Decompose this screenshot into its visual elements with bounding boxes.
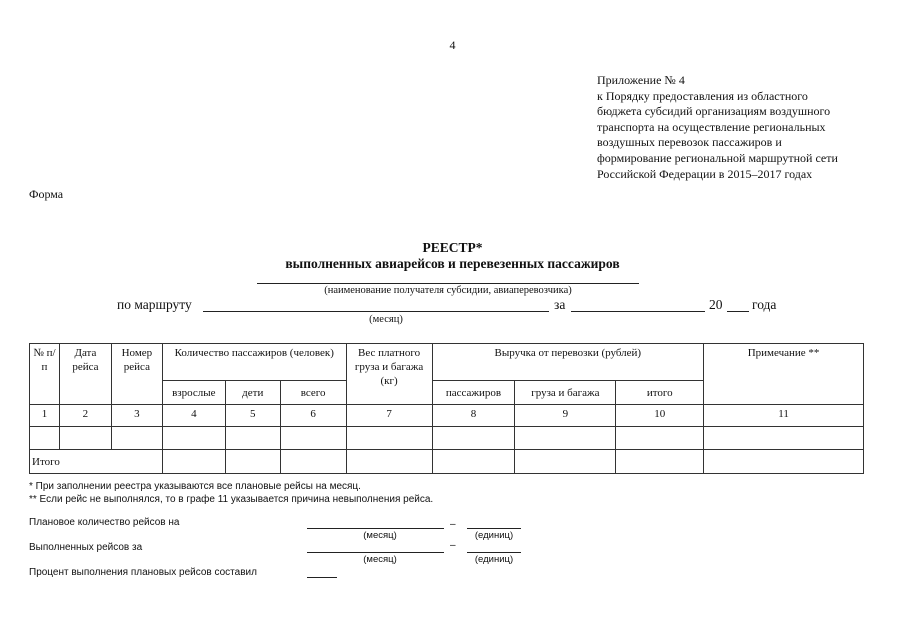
table-cell[interactable] — [432, 427, 515, 450]
table-cell[interactable] — [59, 427, 111, 450]
col-number: 1 — [30, 405, 60, 427]
table-cell[interactable] — [616, 450, 704, 474]
total-row — [30, 450, 864, 474]
table-cell[interactable] — [280, 427, 346, 450]
page-number: 4 — [449, 38, 456, 52]
header-children: дети — [225, 381, 280, 405]
percent-label: Процент выполнения плановых рейсов составил — [29, 567, 257, 578]
table-cell[interactable] — [30, 427, 60, 450]
col-number: 7 — [346, 405, 432, 427]
table-cell[interactable] — [432, 450, 515, 474]
table-cell[interactable] — [515, 427, 616, 450]
registry-table — [29, 343, 864, 474]
header-total: всего — [280, 381, 346, 405]
year-suffix: года — [752, 297, 777, 312]
col-number: 2 — [59, 405, 111, 427]
month-caption: (месяц) — [369, 314, 403, 325]
table-cell[interactable] — [346, 427, 432, 450]
table-cell[interactable] — [515, 450, 616, 474]
footnote: ** Если рейс не выполнялся, то в графе 11 указывается причина невыполнения рейса. — [29, 494, 434, 505]
header-weight: Вес платного груза и багажа (кг) — [346, 344, 432, 405]
table-cell[interactable] — [704, 450, 864, 474]
header-rev-cargo: груза и багажа — [515, 381, 616, 405]
appendix-block — [597, 73, 897, 182]
col-number: 5 — [225, 405, 280, 427]
table-cell[interactable] — [704, 427, 864, 450]
total-label: Итого — [30, 450, 163, 474]
header-rev-total: итого — [616, 381, 704, 405]
appendix-line: Российской Федерации в 2015–2017 годах — [597, 166, 813, 181]
year-line[interactable] — [727, 311, 749, 312]
appendix-line: транспорта на осуществление региональных — [597, 119, 826, 134]
route-line[interactable] — [203, 311, 549, 312]
col-number: 8 — [432, 405, 515, 427]
table-cell[interactable] — [162, 450, 225, 474]
appendix-line: Приложение № 4 — [597, 73, 685, 87]
planned-dash: – — [450, 519, 456, 530]
planned-units-caption: (единиц) — [474, 530, 514, 541]
table-cell[interactable] — [225, 427, 280, 450]
completed-dash: – — [450, 540, 456, 551]
percent-line[interactable] — [307, 577, 337, 578]
header-adults: взрослые — [162, 381, 225, 405]
appendix-line: воздушных перевозок пассажиров и — [597, 135, 782, 150]
year-prefix: 20 — [709, 297, 723, 312]
table-cell[interactable] — [162, 427, 225, 450]
form-label: Форма — [29, 187, 64, 201]
recipient-line[interactable] — [257, 283, 639, 284]
header-rev-pass: пассажиров — [432, 381, 515, 405]
appendix-line: формирование региональной маршрутной сети — [597, 150, 838, 165]
completed-month-line[interactable] — [307, 552, 444, 553]
completed-units-caption: (единиц) — [474, 554, 514, 565]
table-cell[interactable] — [225, 450, 280, 474]
planned-units-line[interactable] — [467, 528, 521, 529]
column-number-row — [30, 405, 864, 427]
col-number: 10 — [616, 405, 704, 427]
completed-label: Выполненных рейсов за — [29, 542, 143, 553]
col-number: 3 — [111, 405, 162, 427]
month-line[interactable] — [571, 311, 705, 312]
footnotes — [29, 480, 433, 506]
appendix-line: к Порядку предоставления из областного — [597, 88, 808, 103]
col-number: 6 — [280, 405, 346, 427]
table-cell[interactable] — [616, 427, 704, 450]
header-num: № п/п — [30, 344, 60, 405]
completed-units-line[interactable] — [467, 552, 521, 553]
header-note: Примечание ** — [704, 344, 864, 405]
document-subtitle: выполненных авиарейсов и перевезенных пассажиров — [285, 256, 620, 271]
header-passengers: Количество пассажиров (человек) — [162, 344, 346, 381]
planned-month-caption: (месяц) — [363, 530, 397, 541]
col-number: 9 — [515, 405, 616, 427]
planned-month-line[interactable] — [307, 528, 444, 529]
completed-month-caption: (месяц) — [363, 554, 397, 565]
table-row[interactable] — [30, 427, 864, 450]
appendix-line: бюджета субсидий организациям воздушного — [597, 104, 831, 119]
planned-label: Плановое количество рейсов на — [29, 517, 180, 528]
header-revenue: Выручка от перевозки (рублей) — [432, 344, 704, 381]
table-cell[interactable] — [280, 450, 346, 474]
footnote: * При заполнении реестра указываются все плановые рейсы на месяц. — [29, 481, 361, 492]
col-number: 11 — [704, 405, 864, 427]
recipient-caption: (наименование получателя субсидии, авиаперевозчика) — [324, 285, 572, 296]
document-title: РЕЕСТР* — [422, 240, 483, 255]
route-label: по маршруту — [117, 297, 192, 312]
col-number: 4 — [162, 405, 225, 427]
header-date: Дата рейса — [59, 344, 111, 405]
header-flight: Номер рейса — [111, 344, 162, 405]
table-cell[interactable] — [346, 450, 432, 474]
table-cell[interactable] — [111, 427, 162, 450]
for-label: за — [554, 297, 566, 312]
